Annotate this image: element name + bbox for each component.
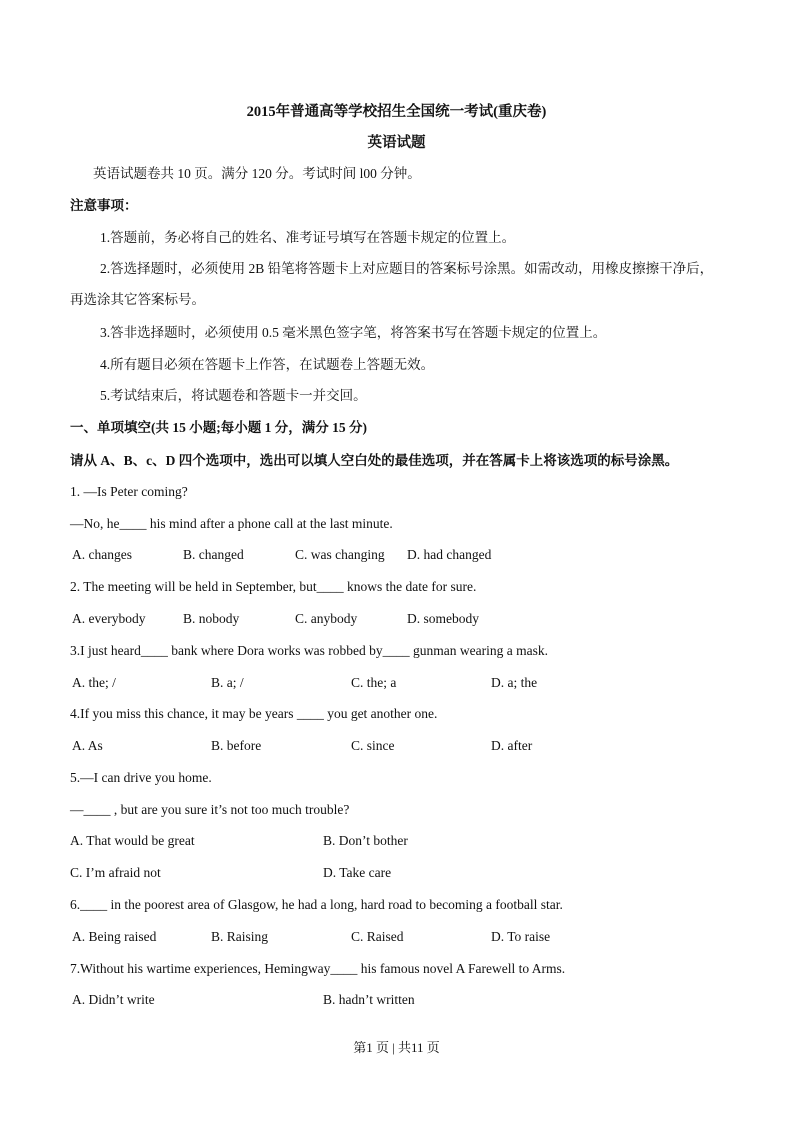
option-b: B. a; / — [211, 675, 244, 690]
option-b: B. Raising — [211, 929, 269, 944]
option-a: A. That would be great — [70, 833, 195, 848]
intro-text: 英语试题卷共 10 页。满分 120 分。考试时间 l00 分钟。 — [93, 166, 421, 181]
option-a: A. everybody — [72, 611, 146, 626]
page-footer: 第1 页 | 共11 页 — [353, 1040, 440, 1055]
exam-subtitle: 英语试题 — [367, 135, 426, 151]
question-1-stem: —No, he____ his mind after a phone call at the last minute. — [70, 516, 393, 531]
option-a: A. changes — [72, 547, 132, 562]
option-a: A. the; / — [72, 675, 116, 690]
question-5-stem: 5.—I can drive you home. — [70, 770, 212, 785]
option-b: B. before — [211, 738, 262, 753]
notice-item: 5.考试结束后，将试题卷和答题卡一并交回。 — [100, 388, 367, 403]
exam-title: 2015年普通高等学校招生全国统一考试(重庆卷) — [246, 104, 547, 120]
option-a: A. Being raised — [72, 929, 157, 944]
option-d: D. To raise — [491, 929, 551, 944]
question-6-stem: 6.____ in the poorest area of Glasgow, he had a long, hard road to becoming a football star. — [70, 897, 563, 912]
option-b: B. Don’t bother — [323, 833, 408, 848]
section-instruction: 请从 A、B、c、D 四个选项中，选出可以填人空白处的最佳选项，并在答属卡上将该选项的标号涂黑。 — [70, 453, 679, 468]
option-d: D. after — [491, 738, 533, 753]
option-b: B. hadn’t written — [323, 992, 415, 1007]
option-b: B. nobody — [183, 611, 240, 626]
question-5-stem: —____ , but are you sure it’s not too much trouble? — [70, 802, 350, 817]
notice-item: 4.所有题目必须在答题卡上作答，在试题卷上答题无效。 — [100, 357, 435, 372]
notice-heading: 注意事项： — [70, 198, 138, 213]
question-7-stem: 7.Without his wartime experiences, Hemingway____ his famous novel A Farewell to Arms. — [70, 961, 566, 976]
option-c: C. was changing — [295, 547, 385, 562]
option-c: C. the; a — [351, 675, 397, 690]
notice-item: 2.答选择题时，必须使用 2B 铅笔将答题卡上对应题目的答案标号涂黑。如需改动，用橡皮擦擦干净后， — [100, 261, 714, 276]
notice-item: 3.答非选择题时，必须使用 0.5 毫米黑色签字笔，将答案书写在答题卡规定的位置上。 — [100, 325, 607, 340]
option-d: D. Take care — [323, 865, 392, 880]
option-d: D. somebody — [407, 611, 479, 626]
question-4-stem: 4.If you miss this chance, it may be years ____ you get another one. — [70, 706, 438, 721]
section-heading: 一、单项填空(共 15 小题;每小题 1 分，满分 15 分) — [70, 420, 367, 435]
option-c: C. Raised — [351, 929, 404, 944]
option-c: C. I’m afraid not — [70, 865, 161, 880]
question-3-stem: 3.I just heard____ bank where Dora works was robbed by____ gunman wearing a mask. — [70, 643, 549, 658]
option-b: B. changed — [183, 547, 244, 562]
option-a: A. Didn’t write — [72, 992, 155, 1007]
option-c: C. since — [351, 738, 395, 753]
notice-item: 再选涂其它答案标号。 — [70, 292, 205, 307]
notice-item: 1.答题前，务必将自己的姓名、准考证号填写在答题卡规定的位置上。 — [100, 230, 516, 245]
option-a: A. As — [72, 738, 103, 753]
option-c: C. anybody — [295, 611, 358, 626]
option-d: D. a; the — [491, 675, 538, 690]
question-1-stem: 1. —Is Peter coming? — [70, 484, 188, 499]
option-d: D. had changed — [407, 547, 492, 562]
question-2-stem: 2. The meeting will be held in September, but____ knows the date for sure. — [70, 579, 477, 594]
